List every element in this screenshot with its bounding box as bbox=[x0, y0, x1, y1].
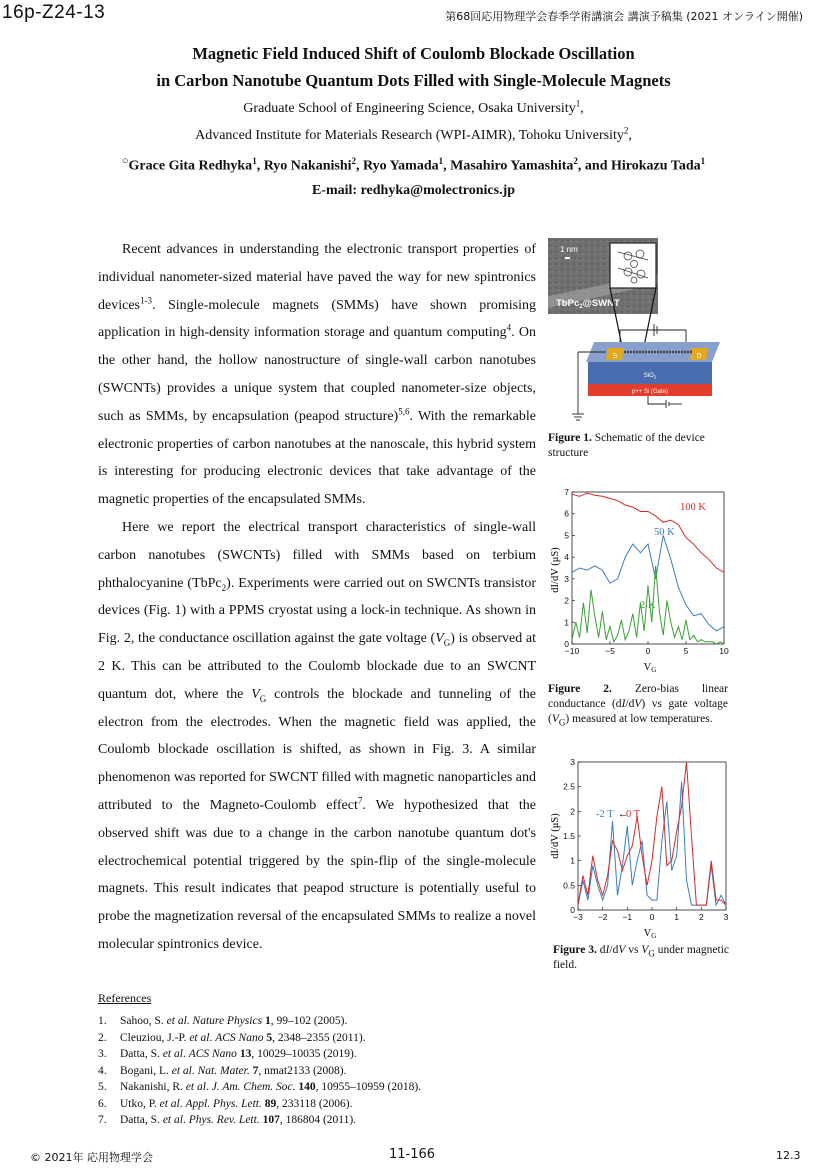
chart1-ytick-label: 7 bbox=[564, 487, 569, 497]
source-label: S bbox=[612, 353, 618, 360]
chart1-ytick-label: 3 bbox=[564, 573, 569, 584]
chart1-frame bbox=[572, 492, 724, 644]
drain-label: D bbox=[696, 353, 702, 360]
references-heading: References bbox=[98, 991, 152, 1005]
figure-2-caption: Figure 2. Zero-bias linear conductance (dI/dV) vs gate voltage $(V_G)$ measured at low temperatures. bbox=[548, 683, 728, 728]
chart1-ylabel: dI/dV (μS) bbox=[550, 547, 561, 593]
reference-item: 7. Datta, S. et al. Phys. Rev. Lett. 107, 186804 (2011). bbox=[98, 1114, 357, 1126]
chart2-ytick-label: 3 bbox=[570, 757, 575, 767]
chart2-xtick-label: 3 bbox=[723, 912, 729, 922]
chart1-ytick-label: 5 bbox=[564, 530, 569, 541]
chart2-shift-arrow: ← bbox=[618, 809, 629, 820]
chart1-xtick-label: 0 bbox=[645, 646, 651, 656]
reference-item: 5. Nakanishi, R. et al. J. Am. Chem. Soc. 140, 10955–10959 (2018). bbox=[98, 1081, 422, 1093]
chart1-ytick-label: 6 bbox=[564, 508, 569, 519]
scale-bar-label: 1 nm bbox=[560, 245, 578, 254]
chart1-xtick-label: −10 bbox=[564, 646, 580, 656]
chart2-ytick-label: 0.5 bbox=[563, 880, 575, 891]
chart1-ytick-label: 2 bbox=[564, 595, 569, 606]
title-line-1: Magnetic Field Induced Shift of Coulomb Blockade Oscillation bbox=[192, 44, 635, 63]
conductance-field-chart bbox=[548, 754, 732, 940]
chart2-xtick-label: 0 bbox=[649, 912, 655, 922]
chart2-ytick-label: 0 bbox=[570, 905, 575, 915]
chart2-xtick-label: −1 bbox=[622, 912, 633, 922]
chart2-xtick-label: −2 bbox=[597, 912, 608, 922]
chart2-legend--2t: -2 T bbox=[596, 809, 614, 820]
chart1-xtick-label: 5 bbox=[683, 646, 689, 656]
chart2-xtick-label: −3 bbox=[573, 912, 583, 922]
session-code: 16p-Z24-13 bbox=[2, 2, 106, 23]
device-schematic bbox=[548, 238, 728, 426]
conductance-temperature-chart bbox=[548, 484, 732, 674]
sample-label: TbPc$_2$@SWNT bbox=[556, 298, 620, 310]
main-text bbox=[98, 236, 536, 959]
presenter-mark: ○ bbox=[121, 155, 129, 167]
references-list bbox=[98, 1013, 421, 1129]
contact-email: E-mail: redhyka@molectronics.jp bbox=[311, 183, 516, 198]
chart2-ytick-label: 1.5 bbox=[563, 831, 575, 841]
gate-label: p++ Si (Gate) bbox=[631, 389, 669, 395]
chart1-ytick-label: 1 bbox=[564, 617, 569, 628]
figure-3-caption: Figure 3. dI/dV vs $V_G$ under magnetic field. bbox=[553, 944, 729, 971]
paragraph-1: Recent advances in understanding the electronic transport properties of individual nanometer-sized material have paved the way for new spintronics devices$^{1-3}$. Single-molecule magnets (SMMs) have shown promising application in high-density information storage and quantum computing$^4$. On the other hand, the hollow nanostructure of single-wall carbon nanotubes (SWCNTs) provides a unique system that coupled nanometer-size objects, such as SMMs, by encapsulation (peapod structure)$^{5,6}$. With the remarkable electronic properties of carbon nanotubes at the nanoscale, this hybrid system is interesting for producing electronic devices that take advantage of the magnetic properties of the encapsulated SMMs. bbox=[98, 242, 536, 508]
chart2-legend-0t: 0 T bbox=[626, 809, 641, 820]
chart1-ytick-label: 4 bbox=[564, 552, 569, 563]
chart1-legend-50k: 50 K bbox=[654, 527, 675, 538]
reference-item: 2. Cleuziou, J.-P. et al. ACS Nano 5, 2348–2355 (2011). bbox=[98, 1031, 366, 1044]
chart1-xtick-label: −5 bbox=[605, 646, 615, 656]
chart1-legend-100k: 100 K bbox=[680, 502, 706, 513]
chart1-xtick-label: 10 bbox=[719, 646, 729, 656]
reference-item: 3. Datta, S. et al. ACS Nano 13, 10029–10035 (2019). bbox=[98, 1048, 357, 1060]
reference-item: 1. Sahoo, S. et al. Nature Physics 1, 99–102 (2005). bbox=[98, 1015, 348, 1027]
title-line-2: in Carbon Nanotube Quantum Dots Filled with Single-Molecule Magnets bbox=[156, 71, 671, 90]
chart2-xlabel: VG bbox=[643, 928, 657, 940]
author-list: ○Grace Gita Redhyka$^1$, Ryo Nakanishi$^2$, Ryo Yamada$^1$, Masahiro Yamashita$^2$, and Hirokazu Tada$^1$ bbox=[121, 155, 706, 174]
chart2-xtick-label: 1 bbox=[674, 912, 680, 922]
conference-name: 第68回応用物理学会春季学術講演会 講演予稿集 (2021 オンライン開催) bbox=[445, 10, 803, 23]
footer-page-number: 11-166 bbox=[389, 1147, 436, 1162]
oxide-label: SiO$_2$ bbox=[643, 373, 657, 380]
footer-copyright: © 2021年 応用物理学会 bbox=[30, 1151, 153, 1164]
chart2-ylabel: dI/dV (μS) bbox=[550, 813, 561, 859]
chart2-series-0t bbox=[578, 762, 726, 905]
chart1-legend-2k: 2 K bbox=[640, 600, 656, 611]
chart2-ytick-label: 2 bbox=[570, 806, 575, 817]
chart1-ytick-label: 0 bbox=[564, 639, 569, 649]
chart1-xlabel: VG bbox=[643, 662, 657, 674]
chart2-ytick-label: 1 bbox=[570, 855, 575, 866]
chart2-ytick-label: 2.5 bbox=[563, 781, 575, 792]
paragraph-2: Here we report the electrical transport characteristics of single-wall carbon nanotubes (SWCNTs) filled with SMMs based on terbium phthalocyanine (TbPc$_2$). Experiments were carried out on SWCNTs transistor devices (Fig. 1) with a PPMS cryostat using a lock-in technique. As shown in Fig. 2, the conductance oscillation against the gate voltage $(V_G)$ is observed at 2 K. This can be attributed to the Coulomb blockade due to an SWCNT quantum dot, where the $V_G$ controls the blockade and tunneling of the electron from the electrodes. When the magnetic field was applied, the Coulomb blockade oscillation is shifted, as shown in Fig. 3. A similar phenomenon was reported for SWCNT filled with magnetic nanoparticles and attributed to the Magneto-Coulomb effect$^7$. We hypothesized that the observed shift was due to a change in the carbon nanotube quantum dot's electrochemical potential triggered by the spin-flip of the single-molecule magnets. This result indicates that peapod structure is potentially useful to probe the magnetization reversal of the encapsulated SMMs to realize a novel molecular spintronics device. bbox=[98, 519, 537, 952]
reference-item: 4. Bogani, L. et al. Nat. Mater. 7, nmat2133 (2008). bbox=[98, 1064, 347, 1077]
footer-section: 12.3 bbox=[776, 1149, 801, 1162]
affiliation-1: Graduate School of Engineering Science, Osaka University$^1$, bbox=[243, 98, 584, 116]
chart2-xtick-label: 2 bbox=[698, 912, 704, 922]
scale-bar bbox=[565, 257, 570, 259]
molecule-inset bbox=[610, 243, 656, 288]
figure-1-caption: Figure 1. Schematic of the device structure bbox=[548, 432, 705, 459]
affiliation-2: Advanced Institute for Materials Research (WPI-AIMR), Tohoku University$^2$, bbox=[195, 125, 632, 143]
reference-item: 6. Utko, P. et al. Appl. Phys. Lett. 89, 233118 (2006). bbox=[98, 1097, 353, 1110]
